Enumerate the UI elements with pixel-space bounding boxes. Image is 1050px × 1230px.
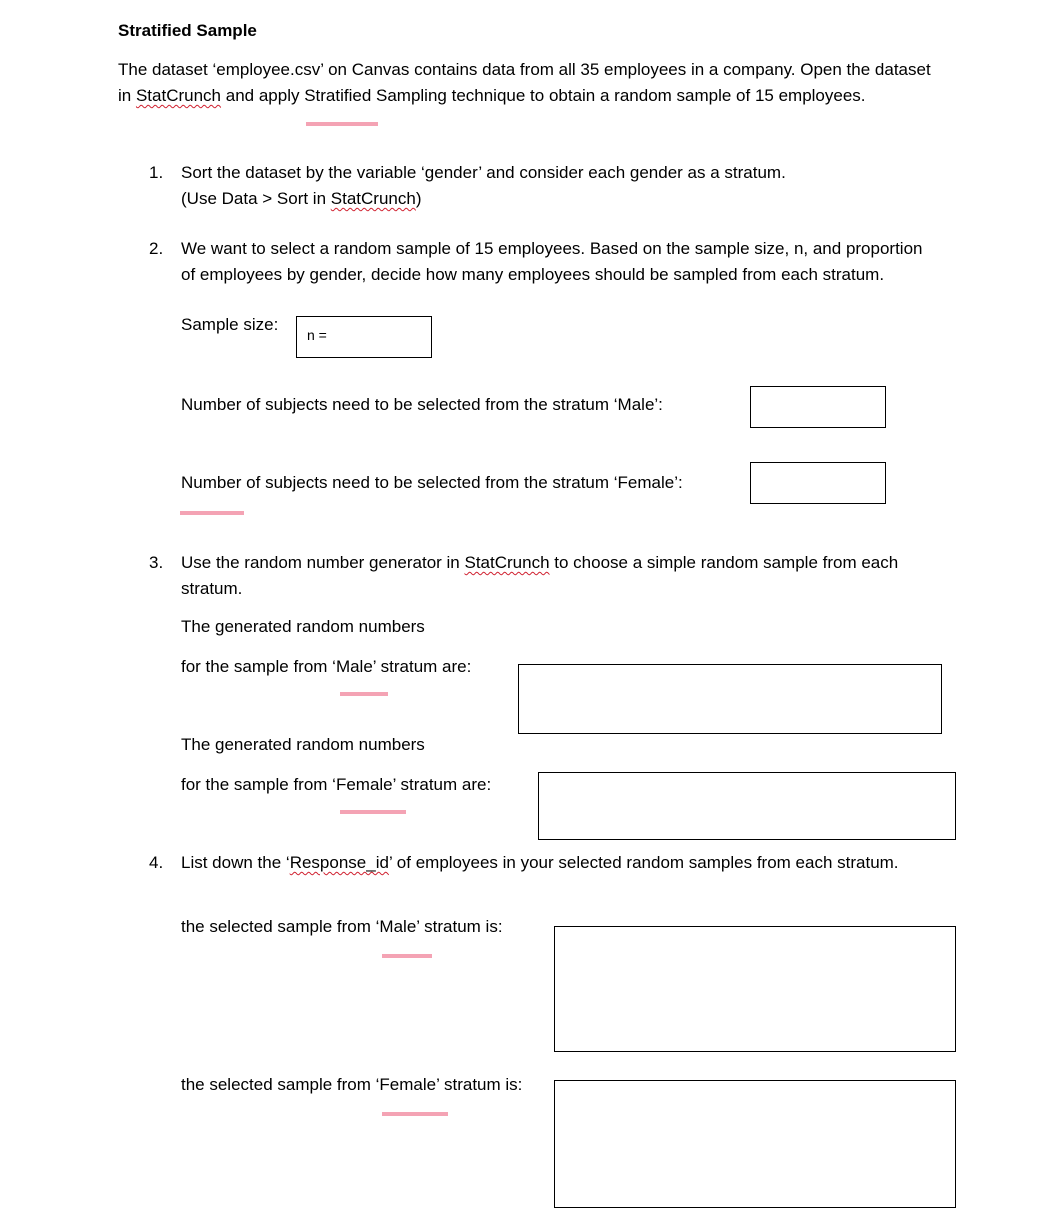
sample-size-label: Sample size:	[181, 315, 279, 334]
male-count-label: Number of subjects need to be selected from the stratum ‘Male’:	[181, 395, 663, 414]
page-title: Stratified Sample	[118, 21, 257, 40]
question-2-number: 2.	[149, 239, 164, 258]
spellcheck-word: StatCrunch	[135, 86, 222, 105]
female-random-box[interactable]	[538, 772, 956, 840]
male-count-box[interactable]	[750, 386, 886, 428]
female-sample-box[interactable]	[554, 1080, 956, 1208]
question-1-number: 1.	[149, 163, 164, 182]
male-random-box[interactable]	[518, 664, 942, 734]
sample-size-box[interactable]	[296, 316, 432, 358]
female-count-box[interactable]	[750, 462, 886, 504]
female-random-label: for the sample from ‘Female’ stratum are:	[181, 775, 492, 794]
male-random-label: for the sample from ‘Male’ stratum are:	[181, 657, 472, 676]
female-sample-label: the selected sample from ‘Female’ stratum is:	[181, 1075, 523, 1094]
question-4-line: List down the ‘Response_id’ of employees in your selected random samples from each stratum.	[181, 853, 899, 872]
intro-line-1: The dataset ‘employee.csv’ on Canvas contains data from all 35 employees in a company. Open the dataset	[118, 60, 931, 79]
question-1-line-1: Sort the dataset by the variable ‘gender’ and consider each gender as a stratum.	[181, 163, 786, 182]
question-3-line-2: stratum.	[181, 579, 243, 598]
highlight-mark	[306, 122, 378, 126]
highlight-mark	[340, 810, 406, 814]
generated-numbers-heading-female: The generated random numbers	[181, 735, 425, 754]
highlight-mark	[180, 511, 244, 515]
spellcheck-word: StatCrunch	[330, 189, 416, 208]
female-count-label: Number of subjects need to be selected from the stratum ‘Female’:	[181, 473, 683, 492]
highlight-mark	[382, 1112, 448, 1116]
highlight-mark	[340, 692, 388, 696]
question-2-line-2: of employees by gender, decide how many employees should be sampled from each stratum.	[181, 265, 885, 284]
male-sample-box[interactable]	[554, 926, 956, 1052]
question-4-number: 4.	[149, 853, 164, 872]
sample-size-box-text: n =	[307, 327, 327, 343]
spellcheck-word: Response_id	[289, 853, 389, 872]
spellcheck-word: StatCrunch	[464, 553, 550, 572]
intro-line-2: in StatCrunch and apply Stratified Sampling technique to obtain a random sample of 15 employees.	[118, 86, 866, 105]
question-1-line-2: (Use Data > Sort in StatCrunch)	[181, 189, 422, 208]
question-2-line-1: We want to select a random sample of 15 employees. Based on the sample size, n, and proportion	[181, 239, 923, 258]
question-3-number: 3.	[149, 553, 164, 572]
male-sample-label: the selected sample from ‘Male’ stratum is:	[181, 917, 503, 936]
highlight-mark	[382, 954, 432, 958]
generated-numbers-heading-male: The generated random numbers	[181, 617, 425, 636]
question-3-line-1: Use the random number generator in StatCrunch to choose a simple random sample from each	[181, 553, 899, 572]
